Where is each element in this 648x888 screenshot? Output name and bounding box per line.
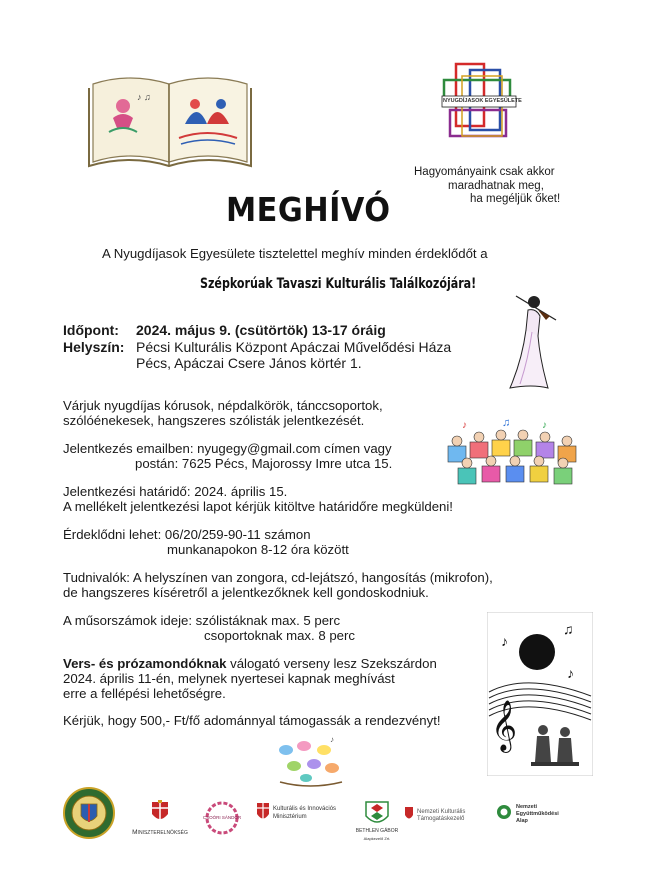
svg-text:♪: ♪	[567, 665, 574, 681]
svg-text:♪: ♪	[330, 735, 334, 744]
nea-logo	[496, 804, 566, 838]
info-text-line-1: Tudnivalók: A helyszínen van zongora, cd-lejátszó, hangosítás (mikrofon),	[63, 570, 493, 585]
apply-text-line-2: postán: 7625 Pécs, Majorossy Imre utca 15.	[135, 456, 393, 471]
kim-logo-line-1: Kulturális és Innovációs	[273, 806, 337, 812]
nkta-logo	[404, 806, 492, 836]
deadline-text-line-2: A mellékelt jelentkezési lapot kérjük kitöltve határidőre megküldeni!	[63, 499, 453, 514]
nkta-logo-label: Nemzeti Kulturális Támogatáskezelő	[417, 809, 466, 822]
event-name: Szépkorúak Tavaszi Kulturális Találkozójára!	[200, 276, 477, 292]
venue-label: Helyszín:	[63, 339, 125, 355]
choir-illustration	[442, 416, 586, 492]
date-value: 2024. május 9. (csütörtök) 13-17 óráig	[136, 322, 386, 338]
duration-text-line-1: A műsorszámok ideje: szólistáknak max. 5 perc	[63, 613, 341, 628]
contest-text-line-2: 2024. április 11-én, melynek nyertesei kapnak meghívást	[63, 671, 395, 686]
svg-text:♪: ♪	[542, 420, 547, 431]
nea-logo-line-3: Alap	[516, 818, 528, 824]
bethlen-logo	[354, 800, 400, 844]
contest-rest-text: válogató verseny lesz Szekszárdon	[226, 656, 437, 671]
svg-text:♪ ♫: ♪ ♫	[137, 92, 151, 102]
csoori-logo	[200, 800, 244, 840]
contest-bold-text: Vers- és prózamondóknak	[63, 656, 227, 671]
bethlen-logo-line-1: BETHLEN GÁBOR	[355, 828, 399, 834]
invite-text-line-1: Várjuk nyugdíjas kórusok, népdalkörök, tánccsoportok,	[63, 398, 383, 413]
nea-logo-line-2: Együttműködési	[516, 811, 559, 817]
venue-line-1: Pécsi Kulturális Központ Apáczai Művelődési Háza	[136, 339, 452, 355]
svg-text:𝄞: 𝄞	[491, 701, 518, 750]
contest-text-line-3: erre a fellépési lehetőségre.	[63, 686, 226, 701]
venue-line-2: Pécs, Apáczai Csere János körtér 1.	[136, 355, 362, 371]
bethlen-logo-line-2: Alapkezelő Zrt.	[363, 836, 391, 841]
apply-text-line-1: Jelentkezés emailben: nyugegy@gmail.com címen vagy	[63, 441, 392, 456]
nea-logo-line-1: Nemzeti	[516, 804, 538, 810]
deadline-text-line-1: Jelentkezési határidő: 2024. április 15.	[63, 484, 288, 499]
motto-line-2: maradhatnak meg,	[448, 179, 544, 192]
motto	[414, 166, 559, 207]
svg-text:♪: ♪	[462, 420, 467, 431]
inquiry-text-line-2: munkanapokon 8-12 óra között	[167, 542, 349, 557]
date-label: Időpont:	[63, 322, 119, 338]
svg-text:♪: ♪	[501, 633, 508, 649]
kim-logo-line-2: Minisztérium	[273, 814, 307, 820]
svg-text:♫: ♫	[502, 417, 511, 429]
duration-text-line-2: csoportoknak max. 8 perc	[204, 628, 355, 643]
music-illustration	[487, 612, 593, 776]
ministry-logo-label: Miniszterelnökség	[132, 829, 188, 836]
motto-line-3: ha megéljük őket!	[470, 193, 561, 205]
birds-illustration	[272, 734, 348, 794]
inquiry-text-line-1: Érdeklődni lehet: 06/20/259-90-11 számon	[63, 527, 311, 542]
svg-text:♫: ♫	[563, 621, 574, 637]
motto-line-1: Hagyományaink csak akkor	[414, 166, 555, 178]
county-seal-logo	[62, 786, 116, 840]
page-title: MEGHÍVÓ	[226, 190, 391, 229]
intro-text: A Nyugdíjasok Egyesülete tisztelettel meghív minden érdeklődőt a	[102, 246, 488, 261]
violinist-illustration	[498, 290, 564, 392]
kim-logo	[256, 802, 346, 838]
ministry-logo	[128, 800, 192, 844]
donation-text: Kérjük, hogy 500,- Ft/fő adománnyal támogassák a rendezvényt!	[63, 713, 441, 728]
invite-text-line-2: szólóénekesek, hangszeres szólisták jelentkezését.	[63, 413, 365, 428]
association-logo	[440, 62, 522, 142]
open-book-illustration	[85, 66, 255, 174]
info-text-line-2: de hangszeres kíséretről a jelentkezőknek kell gondoskodniuk.	[63, 585, 429, 600]
contest-text-line-1	[63, 656, 437, 671]
csoori-logo-label: CSOÓRI SÁNDOR	[202, 815, 242, 820]
association-logo-text: NYUGDÍJASOK EGYESÜLETE	[443, 98, 522, 104]
